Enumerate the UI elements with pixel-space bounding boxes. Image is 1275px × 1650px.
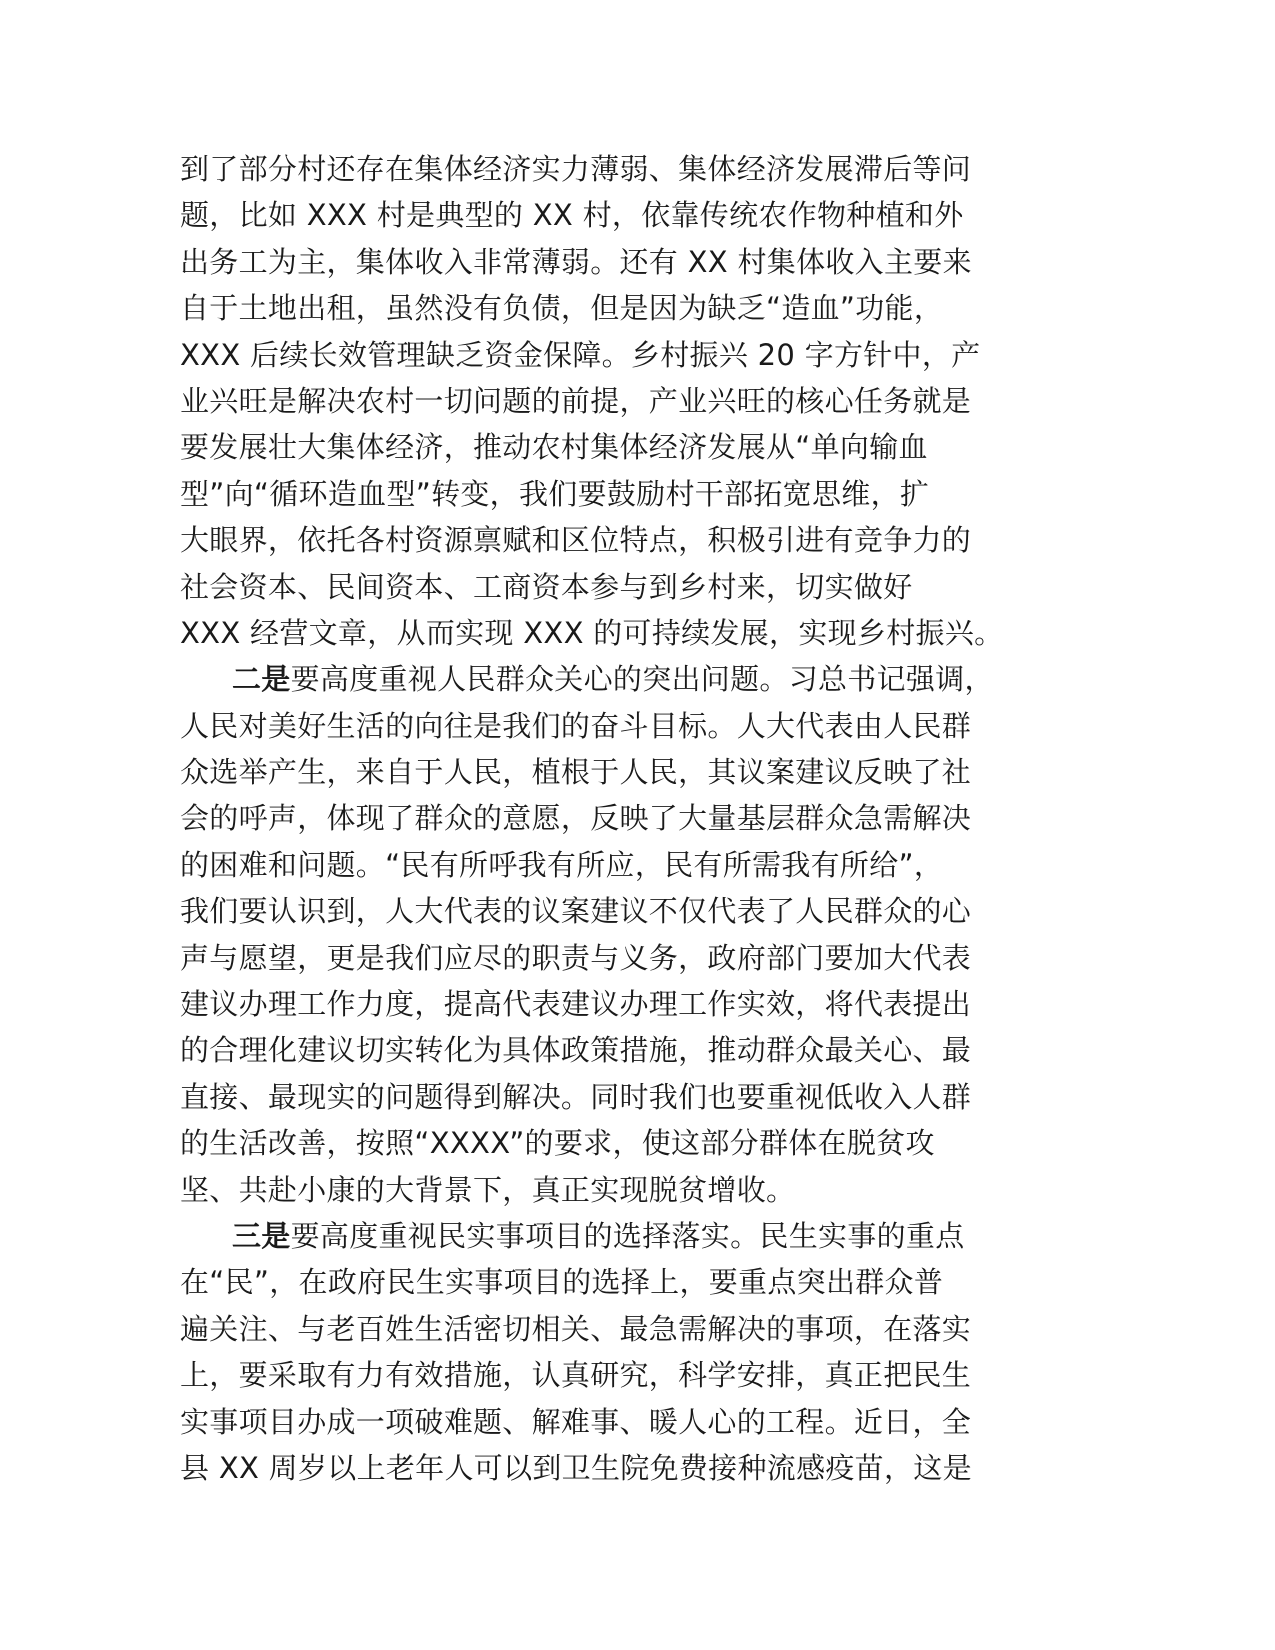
- text-line: 到了部分村还存在集体经济实力薄弱、集体经济发展滞后等问: [180, 152, 972, 186]
- text-line: 众选举产生，来自于人民，植根于人民，其议案建议反映了社: [180, 755, 972, 790]
- text-line: 人民对美好生活的向往是我们的奋斗目标。人大代表由人民群: [180, 708, 972, 743]
- text-line: 遍关注、与老百姓生活密切相关、最急需解决的事项，在落实: [180, 1311, 972, 1346]
- text-line: 题，比如 XXX 村是典型的 XX 村，依靠传统农作物种植和外: [180, 198, 964, 233]
- text-line: 上，要采取有力有效措施，认真研究，科学安排，真正把民生: [180, 1358, 972, 1393]
- text-line: 建议办理工作力度，提高代表建议办理工作实效，将代表提出: [180, 987, 972, 1022]
- text-line: 业兴旺是解决农村一切问题的前提，产业兴旺的核心任务就是: [180, 383, 972, 418]
- text-line: 的困难和问题。“民有所呼我有所应，民有所需我有所给”，: [180, 847, 944, 882]
- text-line: 实事项目办成一项破难题、解难事、暖人心的工程。近日，全: [180, 1404, 972, 1439]
- text-line: 要发展壮大集体经济，推动农村集体经济发展从“单向输血: [180, 430, 928, 465]
- text-line: 我们要认识到，人大代表的议案建议不仅代表了人民群众的心: [180, 894, 972, 929]
- text-line-first: [180, 1213, 1050, 1259]
- text-line: 社会资本、民间资本、工商资本参与到乡村来，切实做好: [180, 569, 913, 604]
- text-line-rest: 要高度重视民实事项目的选择落实。民生实事的重点: [290, 1218, 965, 1253]
- text-line: 直接、最现实的问题得到解决。同时我们也要重视低收入人群: [180, 1079, 972, 1114]
- text-line-rest: 要高度重视人民群众关心的突出问题。习总书记强调，: [290, 662, 994, 697]
- text-line: 自于土地出租，虽然没有负债，但是因为缺乏“造血”功能，: [180, 291, 944, 326]
- paragraph-lead: 二是: [232, 662, 291, 697]
- paragraph-3: [180, 1213, 1050, 1491]
- text-line: 的合理化建议切实转化为具体政策措施，推动群众最关心、最: [180, 1033, 972, 1068]
- text-line: 会的呼声，体现了群众的意愿，反映了大量基层群众急需解决: [180, 801, 972, 836]
- text-line: 声与愿望，更是我们应尽的职责与义务，政府部门要加大代表: [180, 940, 972, 975]
- text-line: 在“民”，在政府民生实事项目的选择上，要重点突出群众普: [180, 1265, 944, 1300]
- text-line: 出务工为主，集体收入非常薄弱。还有 XX 村集体收入主要来: [180, 244, 972, 279]
- paragraph-1: [180, 146, 1050, 656]
- paragraph-lead: 三是: [232, 1218, 291, 1253]
- text-line-first: [180, 656, 1050, 702]
- text-line: 型”向“循环造血型”转变，我们要鼓励村干部拓宽思维，扩: [180, 476, 930, 511]
- text-line: 大眼界，依托各村资源禀赋和区位特点，积极引进有竞争力的: [180, 523, 972, 558]
- text-line: XXX 经营文章，从而实现 XXX 的可持续发展，实现乡村振兴。: [180, 615, 1004, 650]
- paragraph-2: [180, 656, 1050, 1213]
- body-text: [180, 146, 1050, 1491]
- text-line: 县 XX 周岁以上老年人可以到卫生院免费接种流感疫苗，这是: [180, 1450, 972, 1485]
- text-line: 的生活改善，按照“XXXX”的要求，使这部分群体在脱贫攻: [180, 1126, 935, 1161]
- text-line: 坚、共赴小康的大背景下，真正实现脱贫增收。: [180, 1172, 796, 1207]
- text-line: XXX 后续长效管理缺乏资金保障。乡村振兴 20 字方针中，产: [180, 337, 981, 372]
